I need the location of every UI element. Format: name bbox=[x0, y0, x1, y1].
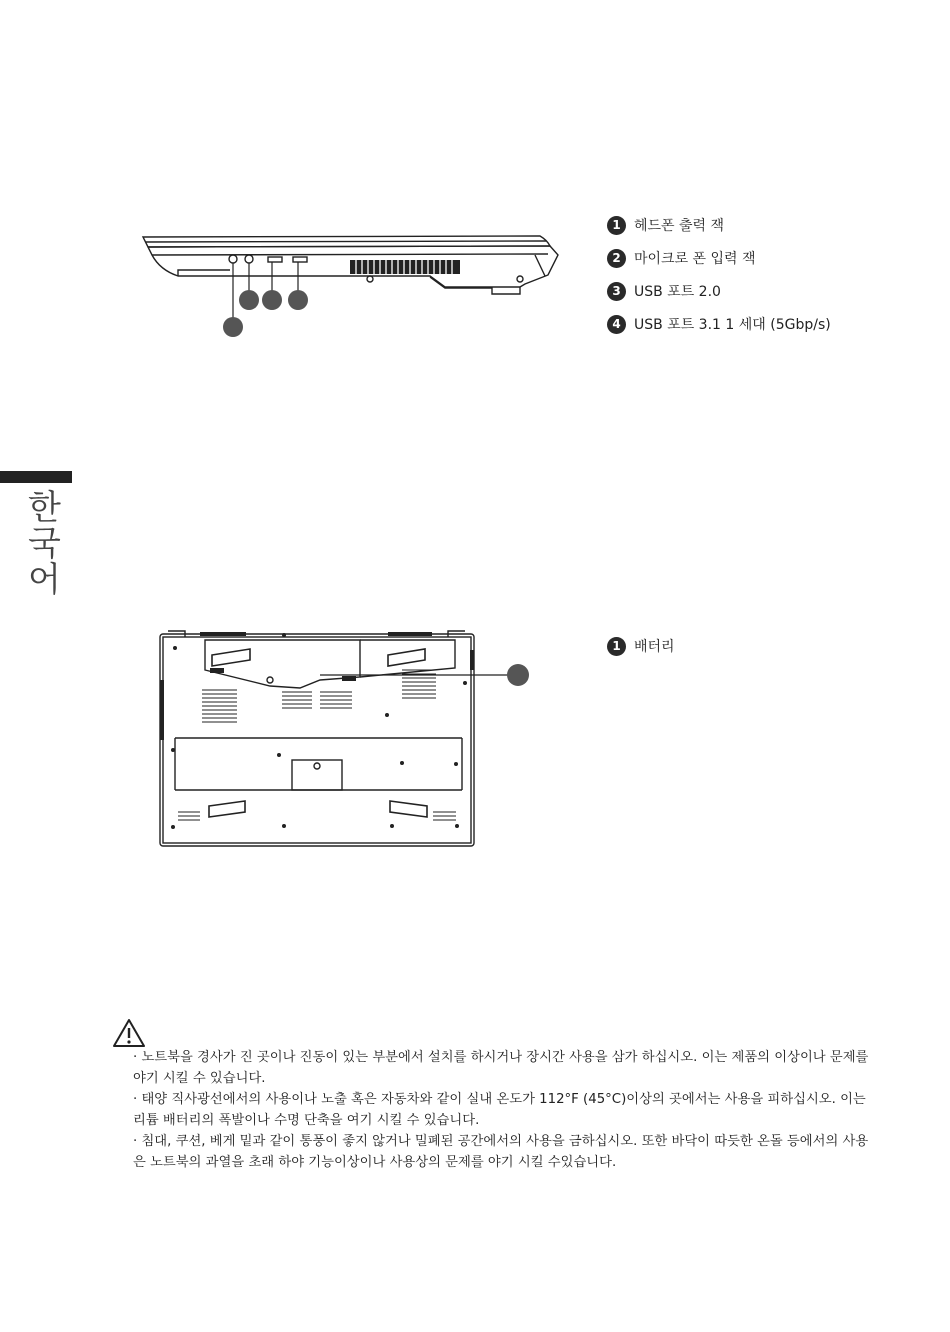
number-badge: 1 bbox=[607, 216, 626, 235]
warning-notes bbox=[133, 1048, 873, 1174]
legend-label: USB 포트 2.0 bbox=[634, 284, 721, 300]
legend-label: 배터리 bbox=[634, 639, 675, 655]
language-char: 국 bbox=[28, 524, 61, 564]
legend-item-usb31 bbox=[607, 314, 831, 334]
legend-item-microphone bbox=[607, 248, 756, 268]
language-char: 어 bbox=[28, 560, 61, 600]
warning-note: · 노트북을 경사가 진 곳이나 진동이 있는 부분에서 설치를 하시거나 장시간 사용을 삼가 하십시오. 이는 제품의 이상이나 문제를 야기 시킬 수 있습니다. bbox=[133, 1050, 869, 1086]
legend-item-usb2 bbox=[607, 281, 721, 301]
number-badge: 1 bbox=[607, 637, 626, 656]
warning-triangle-icon bbox=[112, 1018, 146, 1048]
number-badge: 2 bbox=[607, 249, 626, 268]
number-badge: 3 bbox=[607, 282, 626, 301]
legend-item-headphone bbox=[607, 215, 724, 235]
legend-label: 헤드폰 출력 잭 bbox=[634, 218, 725, 234]
language-tab-label bbox=[28, 490, 78, 598]
language-char: 한 bbox=[28, 488, 61, 528]
number-badge: 4 bbox=[607, 315, 626, 334]
language-tab-bar bbox=[0, 471, 72, 483]
warning-note: · 태양 직사광선에서의 사용이나 노출 혹은 자동차와 같이 실내 온도가 112°F (45°C)이상의 곳에서는 사용을 피하십시오. 이는 리튬 배터리의 폭발이나 수명 단축을 여기 시킬 수 있습니다. bbox=[133, 1092, 866, 1128]
warning-note: · 침대, 쿠션, 베게 밑과 같이 통풍이 좋지 않거나 밀폐된 공간에서의 사용을 금하십시오. 또한 바닥이 따듯한 온돌 등에서의 사용은 노트북의 과열을 초래 하야 기능이상이나 사용상의 문제를 야기 시킬 수있습니다. bbox=[133, 1134, 869, 1170]
legend-label: USB 포트 3.1 1 세대 (5Gbp/s) bbox=[634, 317, 831, 333]
legend-label: 마이크로 폰 입력 잭 bbox=[634, 251, 756, 267]
legend-item-battery bbox=[607, 636, 675, 656]
